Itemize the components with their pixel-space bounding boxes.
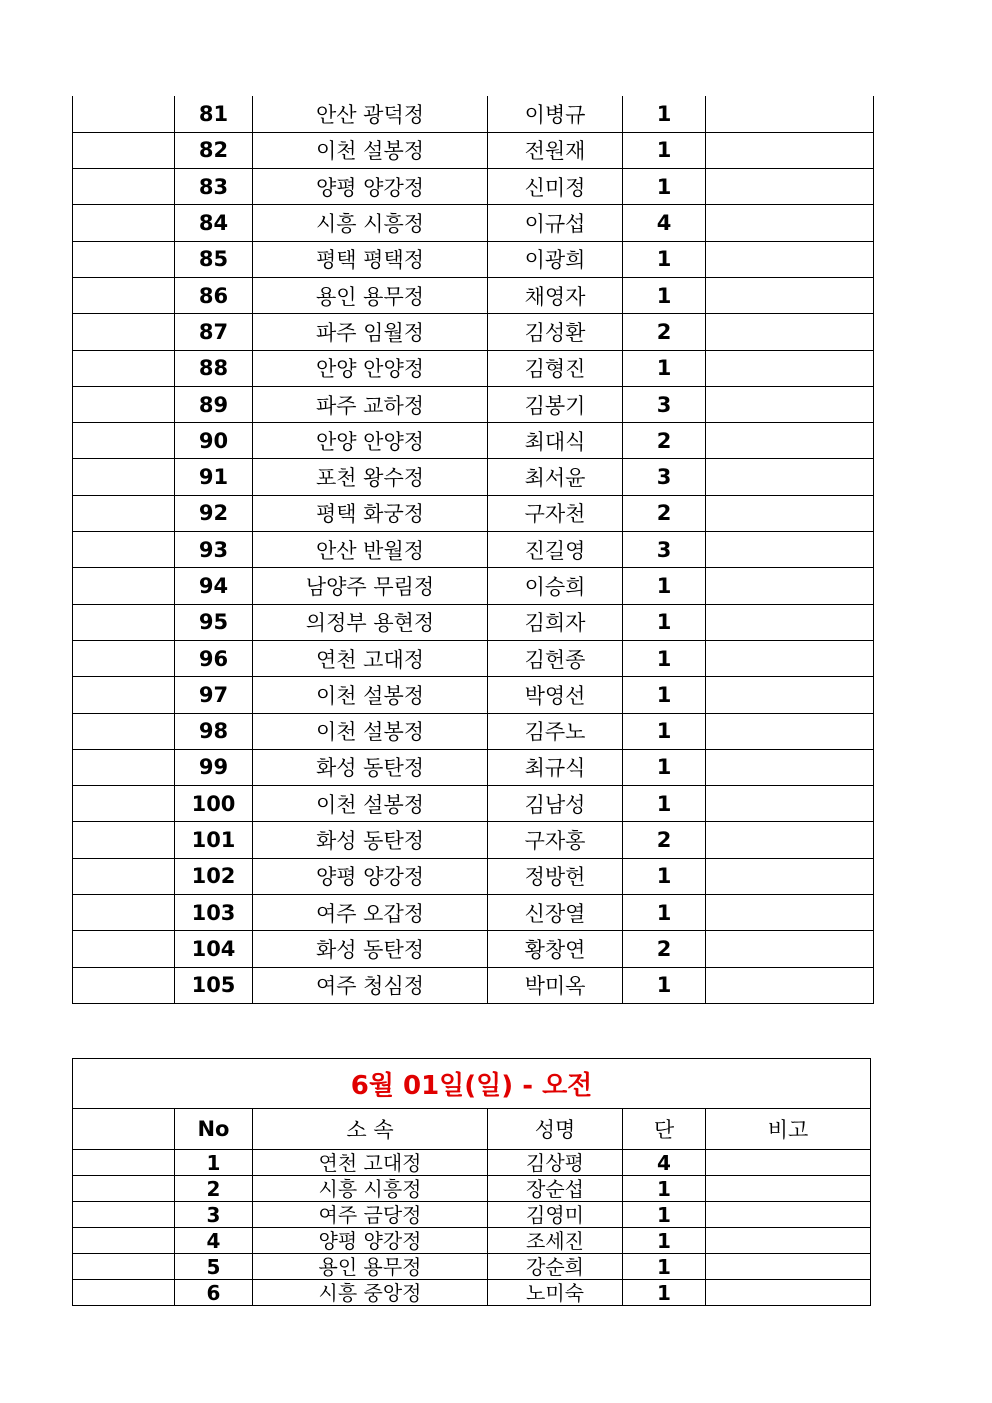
blank-cell — [73, 786, 175, 822]
blank-cell — [73, 423, 175, 459]
row-number: 103 — [175, 895, 253, 931]
blank-cell — [73, 604, 175, 640]
row-club: 시흥 시흥정 — [253, 1176, 488, 1202]
row-name: 정방헌 — [488, 858, 623, 894]
table-row — [73, 749, 874, 785]
blank-cell — [73, 858, 175, 894]
row-club: 안산 광덕정 — [253, 96, 488, 132]
row-name: 박미옥 — [488, 967, 623, 1003]
row-name: 김헌종 — [488, 640, 623, 676]
row-name: 최대식 — [488, 423, 623, 459]
table-row — [73, 350, 874, 386]
row-name: 이승희 — [488, 568, 623, 604]
row-club: 여주 청심정 — [253, 967, 488, 1003]
blank-cell — [73, 1254, 175, 1280]
table-row — [73, 1176, 871, 1202]
table-row — [73, 1228, 871, 1254]
row-club: 포천 왕수정 — [253, 459, 488, 495]
row-note — [706, 532, 874, 568]
blank-cell — [73, 713, 175, 749]
row-dan: 1 — [623, 169, 706, 205]
table-row — [73, 132, 874, 168]
row-club: 의정부 용현정 — [253, 604, 488, 640]
row-name: 신장열 — [488, 895, 623, 931]
table-row — [73, 677, 874, 713]
row-club: 파주 교하정 — [253, 386, 488, 422]
row-dan: 2 — [623, 423, 706, 459]
row-club: 연천 고대정 — [253, 640, 488, 676]
row-note — [706, 568, 874, 604]
row-dan: 1 — [623, 713, 706, 749]
row-number: 3 — [175, 1202, 253, 1228]
row-dan: 2 — [623, 931, 706, 967]
table-row — [73, 858, 874, 894]
row-club: 화성 동탄정 — [253, 749, 488, 785]
row-number: 2 — [175, 1176, 253, 1202]
blank-cell — [73, 1280, 175, 1306]
row-dan: 2 — [623, 314, 706, 350]
row-note — [706, 1228, 871, 1254]
row-name: 강순희 — [488, 1254, 623, 1280]
blank-cell — [73, 749, 175, 785]
table-row — [73, 386, 874, 422]
row-number: 89 — [175, 386, 253, 422]
row-number: 98 — [175, 713, 253, 749]
row-club: 양평 양강정 — [253, 858, 488, 894]
blank-cell — [73, 677, 175, 713]
row-name: 이광희 — [488, 241, 623, 277]
row-number: 105 — [175, 967, 253, 1003]
row-name: 장순섭 — [488, 1176, 623, 1202]
blank-cell — [73, 1228, 175, 1254]
row-number: 85 — [175, 241, 253, 277]
blank-cell — [73, 967, 175, 1003]
row-name: 조세진 — [488, 1228, 623, 1254]
row-name: 채영자 — [488, 277, 623, 313]
blank-cell — [73, 277, 175, 313]
table-row — [73, 931, 874, 967]
header-club: 소 속 — [253, 1109, 488, 1150]
blank-cell — [73, 1150, 175, 1176]
header-dan: 단 — [623, 1109, 706, 1150]
row-club: 이천 설봉정 — [253, 677, 488, 713]
table-row — [73, 205, 874, 241]
blank-cell — [73, 822, 175, 858]
table-row — [73, 1202, 871, 1228]
row-club: 안산 반월정 — [253, 532, 488, 568]
blank-cell — [73, 350, 175, 386]
row-name: 박영선 — [488, 677, 623, 713]
row-dan: 1 — [623, 241, 706, 277]
row-note — [706, 495, 874, 531]
row-number: 88 — [175, 350, 253, 386]
row-dan: 1 — [623, 1228, 706, 1254]
row-name: 구자천 — [488, 495, 623, 531]
row-note — [706, 1150, 871, 1176]
row-club: 용인 용무정 — [253, 1254, 488, 1280]
blank-cell — [73, 169, 175, 205]
row-name: 김주노 — [488, 713, 623, 749]
row-note — [706, 858, 874, 894]
row-club: 안양 안양정 — [253, 423, 488, 459]
blank-cell — [73, 532, 175, 568]
row-note — [706, 895, 874, 931]
blank-cell — [73, 568, 175, 604]
row-number: 91 — [175, 459, 253, 495]
row-dan: 1 — [623, 604, 706, 640]
row-note — [706, 350, 874, 386]
row-number: 83 — [175, 169, 253, 205]
blank-cell — [73, 459, 175, 495]
row-note — [706, 1202, 871, 1228]
blank-cell — [73, 241, 175, 277]
blank-cell — [73, 1176, 175, 1202]
row-name: 최규식 — [488, 749, 623, 785]
row-club: 여주 금당정 — [253, 1202, 488, 1228]
row-note — [706, 749, 874, 785]
row-dan: 1 — [623, 1176, 706, 1202]
row-note — [706, 1280, 871, 1306]
row-name: 김영미 — [488, 1202, 623, 1228]
table-row — [73, 423, 874, 459]
row-club: 이천 설봉정 — [253, 132, 488, 168]
row-number: 82 — [175, 132, 253, 168]
row-note — [706, 459, 874, 495]
row-club: 파주 임월정 — [253, 314, 488, 350]
row-number: 100 — [175, 786, 253, 822]
table-row — [73, 967, 874, 1003]
row-number: 86 — [175, 277, 253, 313]
blank-cell — [73, 314, 175, 350]
row-dan: 1 — [623, 350, 706, 386]
blank-cell — [73, 386, 175, 422]
row-dan: 1 — [623, 640, 706, 676]
row-dan: 1 — [623, 786, 706, 822]
row-name: 김희자 — [488, 604, 623, 640]
row-number: 84 — [175, 205, 253, 241]
row-name: 신미정 — [488, 169, 623, 205]
row-club: 화성 동탄정 — [253, 822, 488, 858]
row-note — [706, 423, 874, 459]
row-number: 81 — [175, 96, 253, 132]
session-table-june-01-am — [72, 1058, 871, 1306]
row-dan: 2 — [623, 495, 706, 531]
row-dan: 3 — [623, 459, 706, 495]
row-name: 이규섭 — [488, 205, 623, 241]
table-row — [73, 604, 874, 640]
row-number: 93 — [175, 532, 253, 568]
row-note — [706, 640, 874, 676]
table-row — [73, 568, 874, 604]
row-club: 양평 양강정 — [253, 169, 488, 205]
header-no: No — [175, 1109, 253, 1150]
row-dan: 2 — [623, 822, 706, 858]
row-number: 90 — [175, 423, 253, 459]
row-dan: 1 — [623, 1280, 706, 1306]
row-dan: 1 — [623, 967, 706, 1003]
blank-cell — [73, 640, 175, 676]
header-note: 비고 — [706, 1109, 871, 1150]
table-row — [73, 495, 874, 531]
row-note — [706, 277, 874, 313]
row-name: 노미숙 — [488, 1280, 623, 1306]
row-number: 6 — [175, 1280, 253, 1306]
row-name: 김성환 — [488, 314, 623, 350]
row-club: 평택 화궁정 — [253, 495, 488, 531]
row-note — [706, 205, 874, 241]
row-number: 96 — [175, 640, 253, 676]
table-row — [73, 314, 874, 350]
blank-cell — [73, 495, 175, 531]
row-name: 김남성 — [488, 786, 623, 822]
blank-cell — [73, 1202, 175, 1228]
row-note — [706, 1176, 871, 1202]
row-club: 용인 용무정 — [253, 277, 488, 313]
row-note — [706, 604, 874, 640]
row-club: 양평 양강정 — [253, 1228, 488, 1254]
row-number: 87 — [175, 314, 253, 350]
row-number: 97 — [175, 677, 253, 713]
table-row — [73, 96, 874, 132]
row-note — [706, 1254, 871, 1280]
row-note — [706, 677, 874, 713]
session-title-row — [73, 1059, 871, 1109]
row-dan: 1 — [623, 1254, 706, 1280]
row-name: 구자홍 — [488, 822, 623, 858]
row-note — [706, 96, 874, 132]
table-row — [73, 895, 874, 931]
row-dan: 3 — [623, 386, 706, 422]
row-number: 95 — [175, 604, 253, 640]
row-name: 최서윤 — [488, 459, 623, 495]
row-club: 여주 오갑정 — [253, 895, 488, 931]
table-row — [73, 241, 874, 277]
blank-cell — [73, 931, 175, 967]
row-number: 102 — [175, 858, 253, 894]
row-note — [706, 314, 874, 350]
row-dan: 1 — [623, 677, 706, 713]
blank-cell — [73, 205, 175, 241]
row-name: 이병규 — [488, 96, 623, 132]
row-name: 전원재 — [488, 132, 623, 168]
row-name: 김봉기 — [488, 386, 623, 422]
row-note — [706, 931, 874, 967]
row-note — [706, 786, 874, 822]
blank-cell — [73, 96, 175, 132]
row-club: 시흥 시흥정 — [253, 205, 488, 241]
row-number: 94 — [175, 568, 253, 604]
row-number: 101 — [175, 822, 253, 858]
participants-table-continued — [72, 96, 874, 1004]
row-note — [706, 967, 874, 1003]
row-club: 이천 설봉정 — [253, 786, 488, 822]
row-dan: 3 — [623, 532, 706, 568]
table-row — [73, 640, 874, 676]
session-title: 6월 01일(일) - 오전 — [73, 1059, 871, 1109]
row-club: 안양 안양정 — [253, 350, 488, 386]
row-dan: 1 — [623, 96, 706, 132]
row-number: 1 — [175, 1150, 253, 1176]
row-note — [706, 241, 874, 277]
blank-cell — [73, 132, 175, 168]
row-club: 이천 설봉정 — [253, 713, 488, 749]
table-row — [73, 786, 874, 822]
row-note — [706, 386, 874, 422]
row-club: 화성 동탄정 — [253, 931, 488, 967]
table-row — [73, 277, 874, 313]
blank-cell — [73, 1109, 175, 1150]
table-row — [73, 169, 874, 205]
row-dan: 1 — [623, 568, 706, 604]
table-row — [73, 713, 874, 749]
row-dan: 1 — [623, 858, 706, 894]
row-club: 시흥 중앙정 — [253, 1280, 488, 1306]
table-row — [73, 1254, 871, 1280]
row-note — [706, 713, 874, 749]
row-number: 92 — [175, 495, 253, 531]
row-number: 4 — [175, 1228, 253, 1254]
row-dan: 1 — [623, 132, 706, 168]
row-name: 김형진 — [488, 350, 623, 386]
table-row — [73, 459, 874, 495]
table-row — [73, 1150, 871, 1176]
row-name: 김상평 — [488, 1150, 623, 1176]
row-dan: 1 — [623, 895, 706, 931]
row-dan: 4 — [623, 205, 706, 241]
row-note — [706, 169, 874, 205]
row-dan: 1 — [623, 1202, 706, 1228]
table-row — [73, 1280, 871, 1306]
header-row — [73, 1109, 871, 1150]
row-club: 연천 고대정 — [253, 1150, 488, 1176]
table-row — [73, 822, 874, 858]
row-number: 5 — [175, 1254, 253, 1280]
row-name: 황창연 — [488, 931, 623, 967]
table-row — [73, 532, 874, 568]
row-number: 99 — [175, 749, 253, 785]
row-dan: 1 — [623, 277, 706, 313]
row-number: 104 — [175, 931, 253, 967]
row-note — [706, 822, 874, 858]
header-name: 성명 — [488, 1109, 623, 1150]
row-name: 진길영 — [488, 532, 623, 568]
row-club: 남양주 무림정 — [253, 568, 488, 604]
row-club: 평택 평택정 — [253, 241, 488, 277]
row-note — [706, 132, 874, 168]
row-dan: 4 — [623, 1150, 706, 1176]
blank-cell — [73, 895, 175, 931]
row-dan: 1 — [623, 749, 706, 785]
